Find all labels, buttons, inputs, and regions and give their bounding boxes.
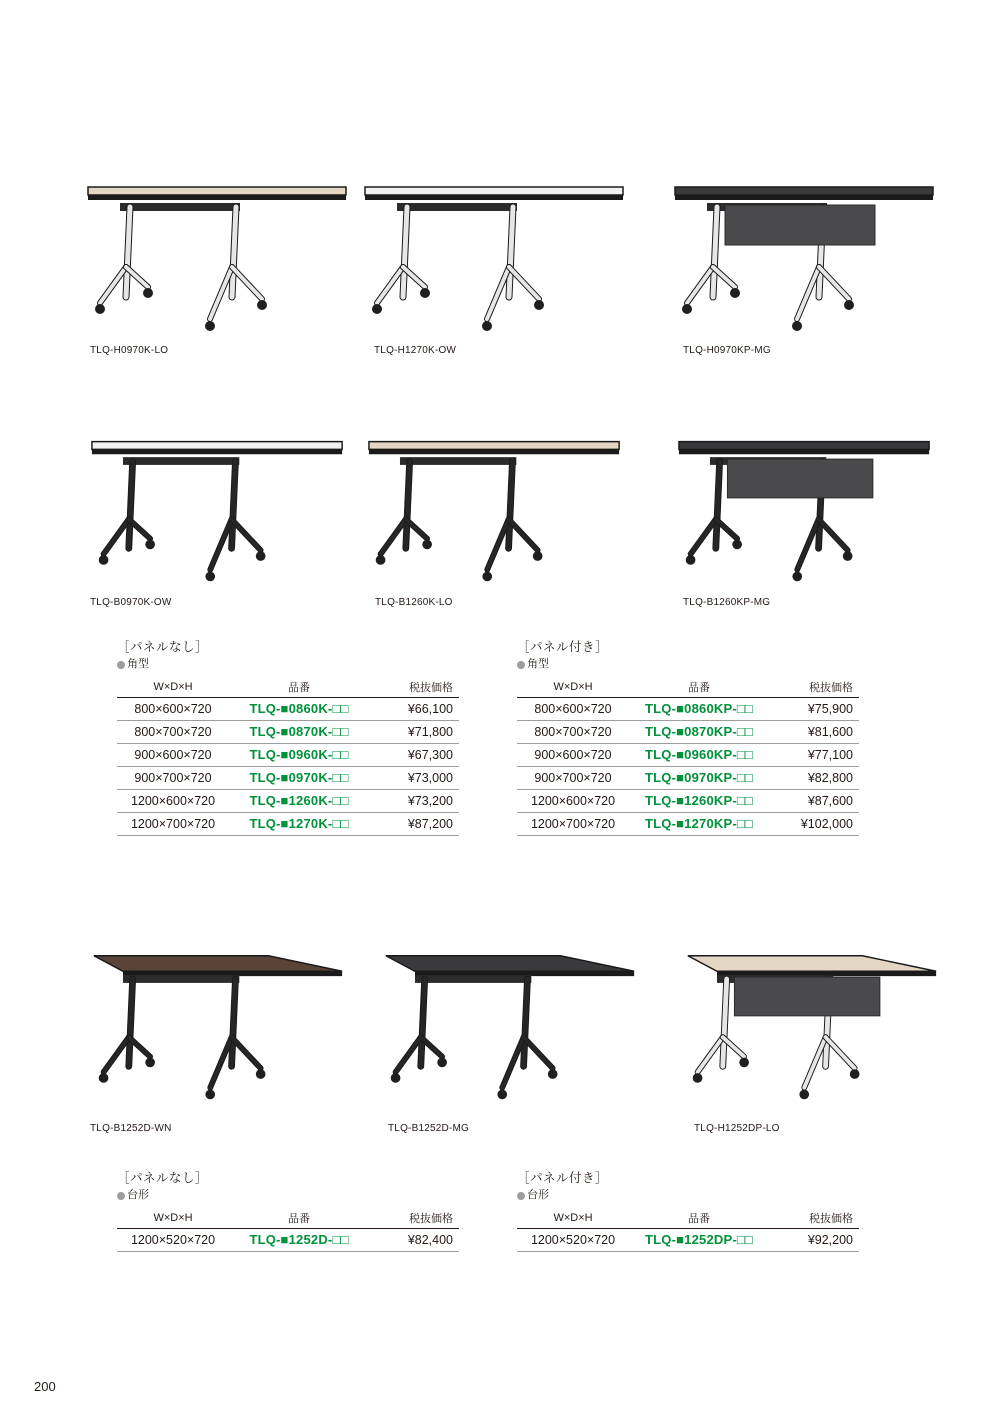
- table-illustration: [78, 175, 358, 340]
- product-caption: TLQ-B1260K-LO: [375, 597, 453, 608]
- block-heading: ［パネル付き］: [517, 640, 609, 654]
- caster-wheel: [497, 1090, 507, 1100]
- size-cell: 900×700×720: [117, 766, 229, 789]
- caster-wheel: [482, 572, 492, 582]
- frame-beam: [397, 203, 517, 211]
- size-cell: 800×600×720: [117, 697, 229, 720]
- spec-table: [117, 677, 459, 836]
- size-cell: 1200×520×720: [117, 1228, 229, 1251]
- foot: [232, 267, 262, 299]
- caster-wheel: [205, 321, 215, 331]
- size-cell: 800×600×720: [517, 697, 629, 720]
- caster-wheel: [205, 572, 215, 582]
- foot: [104, 1037, 129, 1072]
- tabletop: [675, 187, 933, 195]
- size-cell: 1200×520×720: [517, 1228, 629, 1251]
- product-tlq-b1252d-wn: [78, 948, 358, 1133]
- column-header: W×D×H: [517, 677, 629, 697]
- spec-table: [517, 1208, 859, 1252]
- bullet-icon: [517, 1192, 525, 1200]
- product-tlq-b1260kp-mg: [665, 430, 945, 615]
- caster-wheel: [376, 555, 386, 565]
- frame-beam: [120, 203, 240, 211]
- block-heading: ［パネル付き］: [517, 1171, 609, 1185]
- foot: [819, 267, 849, 299]
- tabletop: [88, 187, 346, 195]
- tabletop-edge: [92, 449, 342, 454]
- price-cell: ¥66,100: [369, 697, 459, 720]
- caster-wheel: [95, 304, 105, 314]
- table-illustration: [355, 430, 635, 590]
- tabletop: [386, 956, 634, 972]
- tabletop-edge: [365, 195, 623, 200]
- table-illustration: [665, 430, 945, 590]
- caster-wheel: [99, 555, 109, 565]
- product-caption: TLQ-B1260KP-MG: [683, 597, 771, 608]
- caster-wheel: [256, 1069, 266, 1079]
- caster-wheel: [257, 300, 267, 310]
- caster-wheel: [693, 1073, 703, 1083]
- column-header: 税抜価格: [769, 1208, 859, 1228]
- bullet-icon: [517, 661, 525, 669]
- modesty-panel: [727, 459, 872, 498]
- block-heading: ［パネルなし］: [117, 1171, 209, 1185]
- table-row: [117, 697, 459, 720]
- product-tlq-b1260k-lo: [355, 430, 635, 615]
- frame-beam: [400, 457, 516, 465]
- frame-beam: [123, 457, 239, 465]
- tabletop: [688, 956, 936, 972]
- foot: [509, 267, 539, 299]
- caster-wheel: [534, 300, 544, 310]
- caster-wheel: [843, 551, 853, 561]
- product-tlq-h1270k-ow: [355, 175, 635, 365]
- block-subheading: 台形: [117, 1187, 459, 1204]
- column-header: 税抜価格: [369, 677, 459, 697]
- part-number-cell: TLQ-■0960K-□□: [229, 743, 369, 766]
- column-header: 税抜価格: [769, 677, 859, 697]
- tabletop: [369, 442, 619, 450]
- part-number-cell: TLQ-■0970K-□□: [229, 766, 369, 789]
- caster-wheel: [482, 321, 492, 331]
- table-row: [117, 720, 459, 743]
- table-row: [517, 697, 859, 720]
- spec-block-trapezoid-with-panel: [517, 1169, 859, 1252]
- caster-wheel: [548, 1069, 558, 1079]
- caster-wheel: [730, 288, 740, 298]
- tabletop: [94, 956, 342, 972]
- product-caption: TLQ-H1270K-OW: [374, 345, 457, 356]
- caster-wheel: [686, 555, 696, 565]
- part-number-cell: TLQ-■1252DP-□□: [629, 1228, 769, 1251]
- table-row: [517, 1228, 859, 1251]
- product-caption: TLQ-H1252DP-LO: [694, 1123, 780, 1134]
- table-row: [517, 789, 859, 812]
- part-number-cell: TLQ-■1260K-□□: [229, 789, 369, 812]
- block-subheading: 角型: [517, 656, 859, 673]
- modesty-panel: [734, 977, 879, 1016]
- table-row: [517, 812, 859, 835]
- table-illustration: [672, 948, 952, 1108]
- tabletop: [679, 442, 929, 450]
- size-cell: 1200×700×720: [517, 812, 629, 835]
- column-header: 税抜価格: [369, 1208, 459, 1228]
- price-cell: ¥92,200: [769, 1228, 859, 1251]
- caster-wheel: [99, 1073, 109, 1083]
- product-caption: TLQ-H0970K-LO: [90, 345, 169, 356]
- caster-wheel: [143, 288, 153, 298]
- caster-wheel: [850, 1069, 860, 1079]
- product-tlq-h0970kp-mg: [665, 175, 945, 365]
- frame-beam: [123, 975, 239, 983]
- table-row: [117, 766, 459, 789]
- table-row: [517, 766, 859, 789]
- price-cell: ¥73,000: [369, 766, 459, 789]
- product-tlq-h1252dp-lo: [672, 948, 952, 1133]
- price-cell: ¥71,800: [369, 720, 459, 743]
- part-number-cell: TLQ-■1252D-□□: [229, 1228, 369, 1251]
- foot: [691, 519, 716, 554]
- column-header: 品番: [629, 677, 769, 697]
- caster-wheel: [792, 321, 802, 331]
- part-number-cell: TLQ-■0870K-□□: [229, 720, 369, 743]
- part-number-cell: TLQ-■1260KP-□□: [629, 789, 769, 812]
- caster-wheel: [372, 304, 382, 314]
- table-row: [517, 720, 859, 743]
- column-header: 品番: [629, 1208, 769, 1228]
- caster-wheel: [437, 1058, 447, 1068]
- table-illustration: [78, 430, 358, 590]
- foot: [232, 1037, 261, 1068]
- foot: [104, 519, 129, 554]
- tabletop-edge: [88, 195, 346, 200]
- product-tlq-b0970k-ow: [78, 430, 358, 615]
- product-caption: TLQ-B1252D-MG: [388, 1123, 469, 1134]
- foot: [819, 519, 848, 550]
- spec-block-square-no-panel: [117, 638, 459, 836]
- column-header: W×D×H: [117, 677, 229, 697]
- size-cell: 1200×600×720: [117, 789, 229, 812]
- block-heading: ［パネルなし］: [117, 640, 209, 654]
- table-illustration: [665, 175, 945, 340]
- product-caption: TLQ-B1252D-WN: [90, 1123, 172, 1134]
- caster-wheel: [682, 304, 692, 314]
- table-row: [117, 789, 459, 812]
- table-row: [517, 743, 859, 766]
- column-header: W×D×H: [117, 1208, 229, 1228]
- frame-beam: [415, 975, 531, 983]
- foot: [698, 1037, 723, 1072]
- caster-wheel: [422, 540, 432, 550]
- foot: [509, 519, 538, 550]
- block-subheading: 角型: [117, 656, 459, 673]
- spec-table: [117, 1208, 459, 1252]
- caster-wheel: [256, 551, 266, 561]
- spec-block-trapezoid-no-panel: [117, 1169, 459, 1252]
- tabletop-edge: [679, 449, 929, 454]
- size-cell: 900×600×720: [117, 743, 229, 766]
- product-tlq-h0970k-lo: [78, 175, 358, 365]
- tabletop-edge: [369, 449, 619, 454]
- foot: [687, 267, 713, 303]
- foot: [377, 267, 403, 303]
- modesty-panel: [725, 205, 875, 245]
- price-cell: ¥81,600: [769, 720, 859, 743]
- bullet-icon: [117, 1192, 125, 1200]
- size-cell: 800×700×720: [517, 720, 629, 743]
- tabletop-edge: [675, 195, 933, 200]
- part-number-cell: TLQ-■0870KP-□□: [629, 720, 769, 743]
- price-cell: ¥75,900: [769, 697, 859, 720]
- spec-block-square-with-panel: [517, 638, 859, 836]
- tabletop: [92, 442, 342, 450]
- foot: [826, 1037, 855, 1068]
- caster-wheel: [844, 300, 854, 310]
- table-row: [117, 743, 459, 766]
- price-cell: ¥87,600: [769, 789, 859, 812]
- page-number: 200: [34, 1379, 56, 1394]
- price-cell: ¥82,400: [369, 1228, 459, 1251]
- caster-wheel: [739, 1058, 749, 1068]
- size-cell: 900×600×720: [517, 743, 629, 766]
- caster-wheel: [420, 288, 430, 298]
- caster-wheel: [145, 1058, 155, 1068]
- caster-wheel: [205, 1090, 215, 1100]
- foot: [232, 519, 261, 550]
- foot: [524, 1037, 553, 1068]
- part-number-cell: TLQ-■1270K-□□: [229, 812, 369, 835]
- column-header: 品番: [229, 1208, 369, 1228]
- foot: [381, 519, 406, 554]
- caster-wheel: [391, 1073, 401, 1083]
- column-header: W×D×H: [517, 1208, 629, 1228]
- size-cell: 800×700×720: [117, 720, 229, 743]
- bullet-icon: [117, 661, 125, 669]
- price-cell: ¥67,300: [369, 743, 459, 766]
- price-cell: ¥82,800: [769, 766, 859, 789]
- caster-wheel: [799, 1090, 809, 1100]
- part-number-cell: TLQ-■0970KP-□□: [629, 766, 769, 789]
- table-illustration: [370, 948, 650, 1108]
- part-number-cell: TLQ-■1270KP-□□: [629, 812, 769, 835]
- spec-table: [517, 677, 859, 836]
- price-cell: ¥102,000: [769, 812, 859, 835]
- caster-wheel: [732, 540, 742, 550]
- price-cell: ¥73,200: [369, 789, 459, 812]
- caster-wheel: [145, 540, 155, 550]
- table-row: [117, 812, 459, 835]
- foot: [396, 1037, 421, 1072]
- price-cell: ¥87,200: [369, 812, 459, 835]
- table-row: [117, 1228, 459, 1251]
- product-tlq-b1252d-mg: [370, 948, 650, 1133]
- table-illustration: [355, 175, 635, 340]
- tabletop: [365, 187, 623, 195]
- price-cell: ¥77,100: [769, 743, 859, 766]
- caster-wheel: [792, 572, 802, 582]
- caster-wheel: [533, 551, 543, 561]
- size-cell: 900×700×720: [517, 766, 629, 789]
- size-cell: 1200×700×720: [117, 812, 229, 835]
- part-number-cell: TLQ-■0860KP-□□: [629, 697, 769, 720]
- column-header: 品番: [229, 677, 369, 697]
- part-number-cell: TLQ-■0860K-□□: [229, 697, 369, 720]
- product-caption: TLQ-B0970K-OW: [90, 597, 172, 608]
- table-illustration: [78, 948, 358, 1108]
- foot: [100, 267, 126, 303]
- product-caption: TLQ-H0970KP-MG: [683, 345, 771, 356]
- part-number-cell: TLQ-■0960KP-□□: [629, 743, 769, 766]
- block-subheading: 台形: [517, 1187, 859, 1204]
- size-cell: 1200×600×720: [517, 789, 629, 812]
